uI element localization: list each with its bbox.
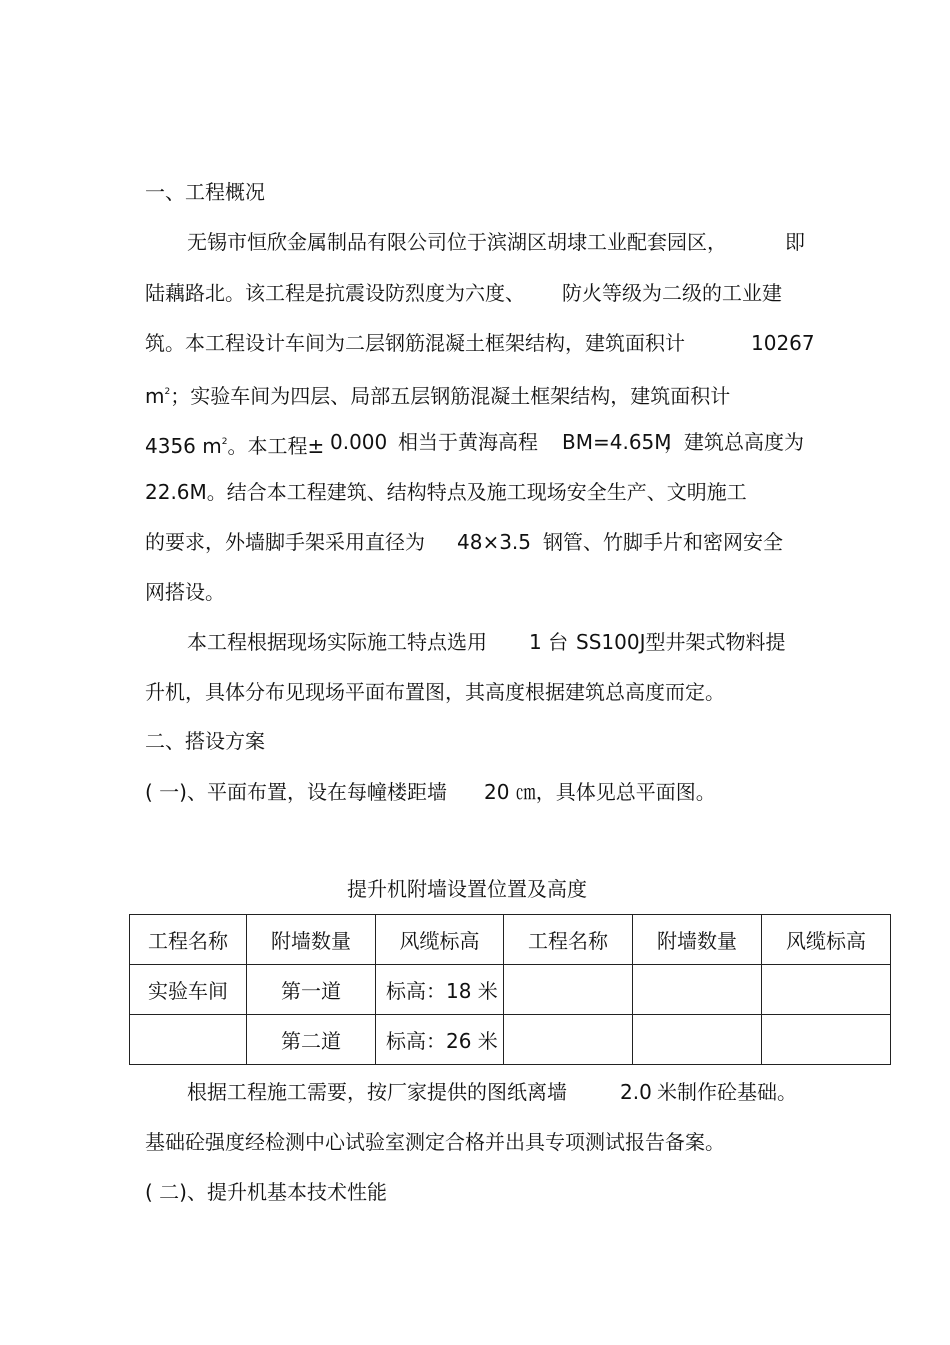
- text-line: 钢管、竹脚手片和密网安全: [543, 530, 783, 554]
- text-line: $m^2$；实验车间为四层、局部五层钢筋混凝土框架结构，建筑面积计: [145, 384, 731, 408]
- text-line: 米制作砼基础。: [657, 1080, 797, 1104]
- wall-attachment-table: [129, 914, 891, 1065]
- section1-heading: 一、工程概况: [145, 180, 265, 204]
- table-row: [130, 1015, 891, 1065]
- table-cell: 标高：18 米: [376, 965, 504, 1015]
- text-line: BM=4.65M: [562, 430, 672, 454]
- text-line: 无锡市恒欣金属制品有限公司位于滨湖区胡埭工业配套园区，: [187, 230, 727, 254]
- table-cell: [633, 1015, 762, 1065]
- table-header-cell: 附墙数量: [633, 915, 762, 965]
- text-line: 网搭设。: [145, 580, 225, 604]
- text-line: 20 ㎝，具体见总平面图。: [484, 780, 716, 804]
- table-cell: 第二道: [247, 1015, 376, 1065]
- text-line: 筑。本工程设计车间为二层钢筋混凝土框架结构，建筑面积计: [145, 331, 685, 355]
- text-line: 2.0: [620, 1080, 652, 1104]
- table-cell: 标高：26 米: [376, 1015, 504, 1065]
- table-caption: 提升机附墙设置位置及高度: [347, 877, 587, 901]
- table-cell: [762, 965, 891, 1015]
- table-header-cell: 工程名称: [504, 915, 633, 965]
- text-line: 0.000: [330, 430, 388, 454]
- table-header-cell: 风缆标高: [762, 915, 891, 965]
- table-header-cell: 工程名称: [130, 915, 247, 965]
- table-cell: 第一道: [247, 965, 376, 1015]
- text-line: 22.6M。结合本工程建筑、结构特点及施工现场安全生产、文明施工: [145, 480, 747, 504]
- text-line: 基础砼强度经检测中心试验室测定合格并出具专项测试报告备案。: [145, 1130, 725, 1154]
- text-line: 防火等级为二级的工业建: [562, 281, 782, 305]
- text-line: 的要求，外墙脚手架采用直径为: [145, 530, 425, 554]
- table-cell: [130, 1015, 247, 1065]
- table-cell: [633, 965, 762, 1015]
- table-header-cell: 风缆标高: [376, 915, 504, 965]
- subsection-tech-specs: ( 二)、提升机基本技术性能: [145, 1180, 387, 1204]
- table-cell: [504, 1015, 633, 1065]
- text-line: 48×3.5: [457, 530, 532, 554]
- text-line: 相当于黄海高程: [398, 430, 538, 454]
- section2-heading: 二、搭设方案: [145, 729, 265, 753]
- table-row: [130, 965, 891, 1015]
- table-header-cell: 附墙数量: [247, 915, 376, 965]
- table-cell: [762, 1015, 891, 1065]
- text-line: ，建筑总高度为: [664, 430, 804, 454]
- text-line: 1 台: [529, 630, 569, 654]
- text-line: 4356 $m^2$。本工程±: [145, 434, 325, 458]
- table-cell: 实验车间: [130, 965, 247, 1015]
- table-header-row: [130, 915, 891, 965]
- text-line: 根据工程施工需要，按厂家提供的图纸离墙: [187, 1080, 567, 1104]
- text-line: ( 一)、平面布置，设在每幢楼距墙: [145, 780, 447, 804]
- text-line: 陆藕路北。该工程是抗震设防烈度为六度、: [145, 281, 525, 305]
- text-line: 本工程根据现场实际施工特点选用: [187, 630, 487, 654]
- table-cell: [504, 965, 633, 1015]
- text-line: SS100J型井架式物料提: [576, 630, 786, 654]
- text-line: 即: [785, 230, 805, 254]
- text-line: 10267: [751, 331, 815, 355]
- text-line: 升机，具体分布见现场平面布置图，其高度根据建筑总高度而定。: [145, 680, 725, 704]
